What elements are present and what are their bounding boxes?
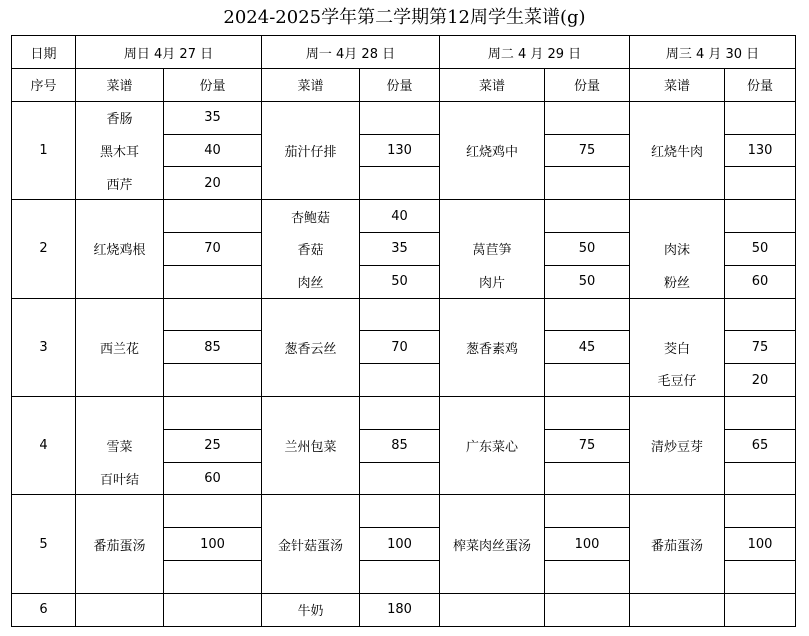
dish-cell: 西兰花 (76, 298, 164, 396)
table-row (12, 298, 796, 331)
qty-cell (164, 298, 262, 331)
table-row (12, 396, 796, 429)
qty-cell (725, 101, 796, 134)
dish-cell (440, 593, 545, 626)
qty-cell (725, 560, 796, 593)
qty-cell: 60 (164, 462, 262, 495)
dish-cell: 兰州包菜 (262, 396, 360, 494)
table-row (12, 200, 796, 233)
qty-label: 份量 (725, 69, 796, 102)
qty-cell (545, 396, 630, 429)
qty-cell: 75 (545, 429, 630, 462)
qty-cell (164, 265, 262, 298)
seq-cell: 2 (12, 200, 76, 298)
qty-cell (360, 167, 440, 200)
qty-cell (360, 298, 440, 331)
day-tuesday: 周二 4 月 29 日 (440, 36, 630, 69)
qty-cell (545, 298, 630, 331)
column-header-row (12, 69, 796, 102)
table-row (12, 593, 796, 626)
dish-cell (76, 593, 164, 626)
dish-cell: 西芹 (76, 167, 164, 200)
seq-cell: 3 (12, 298, 76, 396)
qty-cell: 70 (164, 232, 262, 265)
dish-cell: 红烧牛肉 (630, 101, 725, 199)
day-sunday: 周日 4月 27 日 (76, 36, 262, 69)
date-header-row (12, 36, 796, 69)
dish-cell (76, 396, 164, 429)
qty-cell: 100 (164, 528, 262, 561)
qty-cell: 100 (725, 528, 796, 561)
qty-cell (725, 396, 796, 429)
dish-cell: 毛豆仔 (630, 364, 725, 397)
qty-cell (545, 101, 630, 134)
qty-cell: 100 (545, 528, 630, 561)
dish-cell: 番茄蛋汤 (76, 495, 164, 593)
qty-cell: 180 (360, 593, 440, 626)
menu-title: 2024-2025学年第二学期第12周学生菜谱(g) (223, 7, 586, 28)
dish-cell (630, 593, 725, 626)
dish-cell: 雪菜 (76, 429, 164, 462)
qty-cell: 40 (360, 200, 440, 233)
dish-cell: 肉丝 (262, 265, 360, 298)
qty-cell (360, 462, 440, 495)
qty-cell: 35 (360, 232, 440, 265)
qty-cell (545, 560, 630, 593)
qty-cell (545, 167, 630, 200)
dish-cell: 红烧鸡根 (76, 200, 164, 298)
qty-cell (545, 593, 630, 626)
seq-cell: 5 (12, 495, 76, 593)
qty-cell (725, 495, 796, 528)
qty-cell: 100 (360, 528, 440, 561)
dish-cell (440, 200, 545, 233)
qty-cell: 45 (545, 331, 630, 364)
qty-cell (164, 593, 262, 626)
qty-cell (725, 593, 796, 626)
qty-cell: 20 (725, 364, 796, 397)
dish-cell: 肉片 (440, 265, 545, 298)
qty-cell (360, 101, 440, 134)
table-row (12, 101, 796, 134)
dish-cell: 杏鲍菇 (262, 200, 360, 233)
dish-cell: 百叶结 (76, 462, 164, 495)
qty-cell (545, 200, 630, 233)
day-wednesday: 周三 4 月 30 日 (630, 36, 796, 69)
dish-cell (630, 200, 725, 233)
dish-cell: 莴苣笋 (440, 232, 545, 265)
dish-cell (630, 298, 725, 331)
seq-label: 序号 (12, 69, 76, 102)
dish-cell: 榨菜肉丝蛋汤 (440, 495, 545, 593)
dish-cell: 香菇 (262, 232, 360, 265)
qty-cell: 60 (725, 265, 796, 298)
qty-cell (360, 560, 440, 593)
qty-cell: 130 (360, 134, 440, 167)
dish-cell: 黑木耳 (76, 134, 164, 167)
dish-cell: 茭白 (630, 331, 725, 364)
dish-cell: 茄汁仔排 (262, 101, 360, 199)
dish-cell: 香肠 (76, 101, 164, 134)
qty-cell: 35 (164, 101, 262, 134)
qty-label: 份量 (360, 69, 440, 102)
qty-cell: 50 (545, 265, 630, 298)
dish-label: 菜谱 (76, 69, 164, 102)
dish-label: 菜谱 (630, 69, 725, 102)
qty-cell (545, 495, 630, 528)
qty-cell (164, 364, 262, 397)
qty-cell: 50 (725, 232, 796, 265)
seq-cell: 1 (12, 101, 76, 199)
qty-cell (360, 396, 440, 429)
weekly-menu-table (11, 35, 796, 627)
qty-cell: 70 (360, 331, 440, 364)
qty-cell (360, 364, 440, 397)
dish-label: 菜谱 (440, 69, 545, 102)
qty-cell: 40 (164, 134, 262, 167)
qty-cell: 75 (545, 134, 630, 167)
qty-cell (164, 396, 262, 429)
qty-cell: 85 (164, 331, 262, 364)
qty-cell (725, 298, 796, 331)
qty-cell: 20 (164, 167, 262, 200)
qty-cell: 130 (725, 134, 796, 167)
qty-cell: 75 (725, 331, 796, 364)
qty-cell (545, 364, 630, 397)
qty-cell (725, 167, 796, 200)
qty-cell: 50 (545, 232, 630, 265)
dish-label: 菜谱 (262, 69, 360, 102)
dish-cell: 粉丝 (630, 265, 725, 298)
dish-cell: 红烧鸡中 (440, 101, 545, 199)
qty-cell: 50 (360, 265, 440, 298)
table-row (12, 495, 796, 528)
qty-cell (164, 200, 262, 233)
qty-label: 份量 (164, 69, 262, 102)
dish-cell: 牛奶 (262, 593, 360, 626)
dish-cell: 肉沫 (630, 232, 725, 265)
dish-cell: 葱香云丝 (262, 298, 360, 396)
seq-cell: 6 (12, 593, 76, 626)
qty-cell (360, 495, 440, 528)
seq-cell: 4 (12, 396, 76, 494)
dish-cell: 金针菇蛋汤 (262, 495, 360, 593)
qty-cell (164, 495, 262, 528)
qty-cell: 65 (725, 429, 796, 462)
date-label: 日期 (12, 36, 76, 69)
dish-cell: 葱香素鸡 (440, 298, 545, 396)
qty-cell (725, 200, 796, 233)
qty-label: 份量 (545, 69, 630, 102)
qty-cell (164, 560, 262, 593)
day-monday: 周一 4月 28 日 (262, 36, 440, 69)
qty-cell: 85 (360, 429, 440, 462)
dish-cell: 番茄蛋汤 (630, 495, 725, 593)
dish-cell: 广东菜心 (440, 396, 545, 494)
qty-cell: 25 (164, 429, 262, 462)
dish-cell: 清炒豆芽 (630, 396, 725, 494)
qty-cell (545, 462, 630, 495)
qty-cell (725, 462, 796, 495)
